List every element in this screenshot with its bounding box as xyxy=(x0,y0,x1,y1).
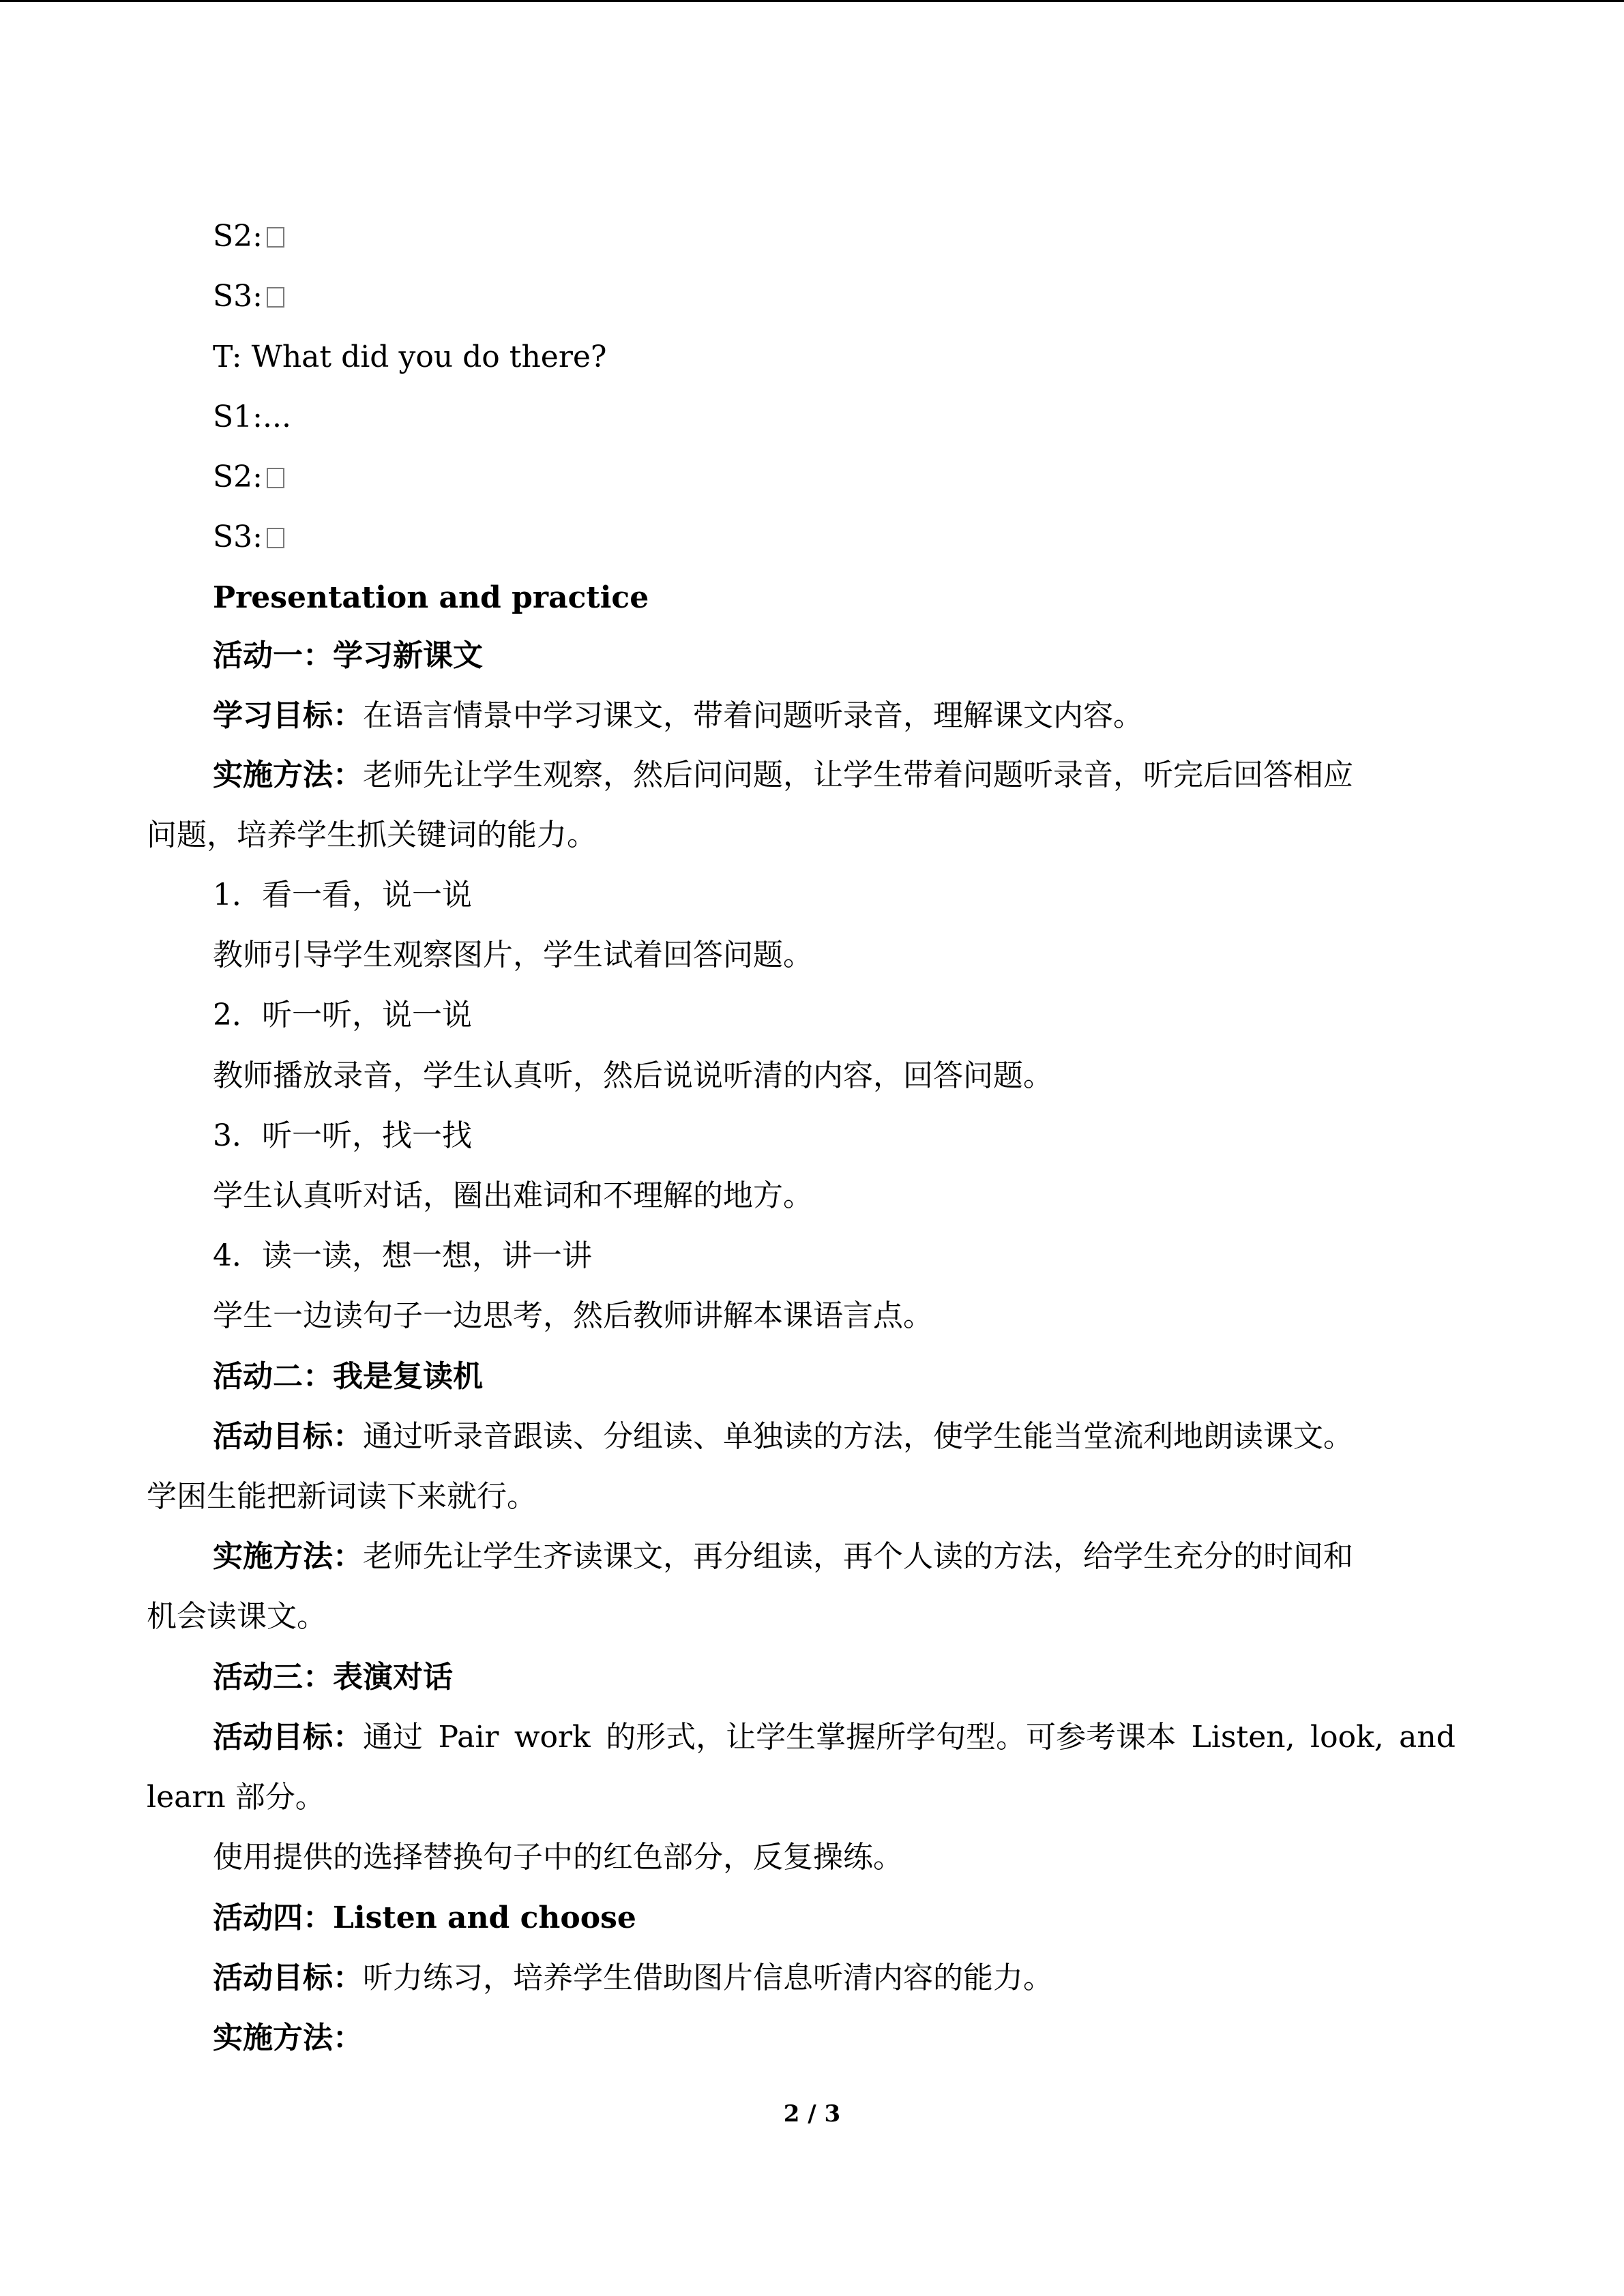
page-top-border xyxy=(0,0,1624,2)
step-title: 4．读一读，想一想，讲一讲 xyxy=(213,1238,592,1273)
goal-text-part: 通过 xyxy=(363,1720,423,1755)
step-desc: 学生一边读句子一边思考，然后教师讲解本课语言点。 xyxy=(213,1298,933,1333)
step-desc: 学生认真听对话，圈出难词和不理解的地方。 xyxy=(213,1178,813,1213)
empty-box-placeholder xyxy=(267,468,284,488)
goal-text: 听力练习，培养学生借助图片信息听清内容的能力。 xyxy=(363,1960,1053,1995)
speaker-label: T: xyxy=(213,340,242,374)
step-title: 2．听一听，说一说 xyxy=(213,998,472,1032)
dialogue-text: ... xyxy=(262,400,291,434)
goal-label: 活动目标： xyxy=(213,1720,363,1755)
empty-box-placeholder xyxy=(267,227,284,248)
speaker-label: S2: xyxy=(213,460,263,494)
dialogue-line-s2 xyxy=(213,216,284,257)
activity1-method xyxy=(213,755,1353,796)
goal-text-part: look, xyxy=(1310,1720,1384,1755)
step-desc: 教师播放录音，学生认真听，然后说说听清的内容，回答问题。 xyxy=(213,1058,1053,1093)
goal-text-part: work xyxy=(514,1720,591,1755)
dialogue-text: What did you do there? xyxy=(251,340,607,374)
method-label: 实施方法： xyxy=(213,758,363,792)
page-number: 2 / 3 xyxy=(783,2100,841,2128)
speaker-label: S1: xyxy=(213,400,263,434)
activity2-method-cont: 机会读课文。 xyxy=(147,1599,327,1634)
speaker-label: S3: xyxy=(213,279,263,314)
activity3-goal-cont: learn 部分。 xyxy=(147,1780,325,1815)
goal-lead xyxy=(213,1717,423,1758)
goal-label: 学习目标： xyxy=(213,698,363,733)
goal-text-part: 的形式，让学生掌握所学句型。可参考课本 xyxy=(606,1720,1177,1755)
step-desc: 教师引导学生观察图片，学生试着回答问题。 xyxy=(213,938,813,972)
method-text: 老师先让学生观察，然后问问题，让学生带着问题听录音，听完后回答相应 xyxy=(363,758,1353,792)
speaker-label: S2: xyxy=(213,219,263,254)
speaker-label: S3: xyxy=(213,520,263,554)
activity2-goal-cont: 学困生能把新词读下来就行。 xyxy=(147,1479,537,1514)
activity3-goal xyxy=(213,1717,1456,1758)
dialogue-line-s3 xyxy=(213,276,284,317)
step-title: 1．看一看，说一说 xyxy=(213,878,472,912)
goal-text-part: and xyxy=(1399,1720,1456,1755)
activity4-method-label: 实施方法： xyxy=(213,2021,363,2055)
activity1-title: 活动一：学习新课文 xyxy=(213,638,483,673)
goal-label: 活动目标： xyxy=(213,1419,363,1454)
dialogue-line-s3 xyxy=(213,517,284,558)
activity2-method xyxy=(213,1536,1353,1577)
activity1-method-cont: 问题，培养学生抓关键词的能力。 xyxy=(147,818,597,852)
goal-text: 通过听录音跟读、分组读、单独读的方法，使学生能当堂流利地朗读课文。 xyxy=(363,1419,1353,1454)
empty-box-placeholder xyxy=(267,528,284,548)
activity2-title: 活动二：我是复读机 xyxy=(213,1359,483,1394)
step-title: 3．听一听，找一找 xyxy=(213,1118,472,1153)
activity4-title: 活动四：Listen and choose xyxy=(213,1900,636,1935)
dialogue-line-s1 xyxy=(213,397,291,438)
section-heading: Presentation and practice xyxy=(213,580,649,615)
dialogue-line-t xyxy=(213,337,607,378)
activity2-goal xyxy=(213,1416,1353,1457)
activity3-note: 使用提供的选择替换句子中的红色部分，反复操练。 xyxy=(213,1840,903,1875)
activity4-goal xyxy=(213,1958,1053,1999)
activity3-title: 活动三：表演对话 xyxy=(213,1660,453,1695)
method-label: 实施方法： xyxy=(213,1539,363,1574)
dialogue-line-s2 xyxy=(213,457,284,498)
method-text: 老师先让学生齐读课文，再分组读，再个人读的方法，给学生充分的时间和 xyxy=(363,1539,1353,1574)
goal-text-part: Listen, xyxy=(1191,1720,1295,1755)
activity1-goal xyxy=(213,696,1143,736)
empty-box-placeholder xyxy=(267,287,284,308)
goal-label: 活动目标： xyxy=(213,1960,363,1995)
goal-text-part: Pair xyxy=(438,1720,499,1755)
goal-text: 在语言情景中学习课文，带着问题听录音，理解课文内容。 xyxy=(363,698,1143,733)
